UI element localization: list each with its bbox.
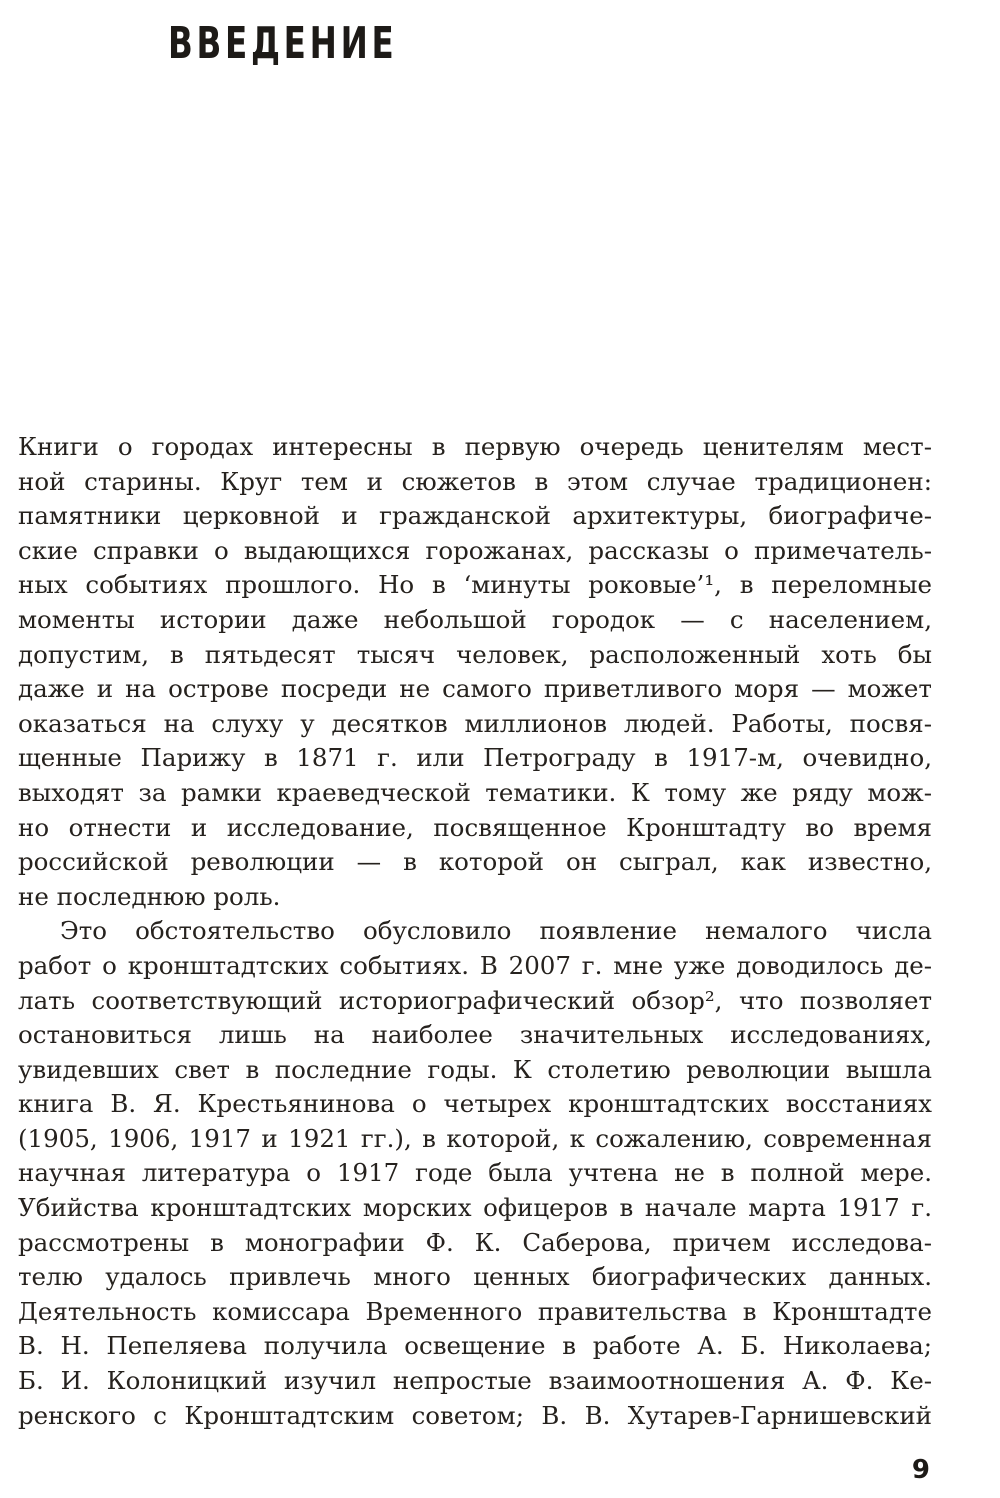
- paragraph-1: [18, 430, 932, 914]
- text-line: допустим, в пятьдесят тысяч человек, расположенный хоть бы: [18, 639, 932, 669]
- paragraph-2: [18, 914, 932, 1433]
- text-line: Это обстоятельство обусловило появление немалого числа: [60, 916, 932, 946]
- text-line: даже и на острове посреди не самого приветливого моря — может: [18, 674, 932, 704]
- text-line: увидевших свет в последние годы. К столетию революции вышла: [18, 1054, 932, 1084]
- chapter-title: ВВЕДЕНИЕ: [168, 18, 398, 69]
- text-line: остановиться лишь на наиболее значительных исследованиях,: [18, 1020, 932, 1050]
- text-line: В. Н. Пепеляева получила освещение в работе А. Б. Николаева;: [18, 1331, 932, 1361]
- page-number: 9: [911, 1455, 930, 1485]
- text-line: памятники церковной и гражданской архитектуры, биографиче-: [18, 501, 932, 531]
- text-line: не последнюю роль.: [18, 881, 281, 911]
- text-line: моменты истории даже небольшой городок — с населением,: [18, 604, 932, 634]
- text-line: (1905, 1906, 1917 и 1921 гг.), в которой, к сожалению, современная: [18, 1123, 932, 1153]
- text-line: щенные Парижу в 1871 г. или Петрограду в 1917-м, очевидно,: [18, 743, 932, 773]
- text-line: Деятельность комиссара Временного правительства в Кронштадте: [18, 1296, 932, 1326]
- text-line: телю удалось привлечь много ценных биографических данных.: [18, 1262, 932, 1292]
- text-line: оказаться на слуху у десятков миллионов людей. Работы, посвя-: [18, 708, 932, 738]
- text-line: ной старины. Круг тем и сюжетов в этом случае традиционен:: [18, 466, 932, 496]
- text-line: рассмотрены в монографии Ф. К. Саберова, причем исследова-: [18, 1227, 932, 1257]
- text-line: но отнести и исследование, посвященное Кронштадту во время: [18, 812, 932, 842]
- text-line: выходят за рамки краеведческой тематики. К тому же ряду мож-: [18, 777, 932, 807]
- text-line: Убийства кронштадтских морских офицеров в начале марта 1917 г.: [18, 1193, 932, 1223]
- text-line: лать соответствующий историографический обзор², что позволяет: [18, 985, 932, 1015]
- text-line: работ о кронштадтских событиях. В 2007 г. мне уже доводилось де-: [18, 950, 932, 980]
- text-line: книга В. Я. Крестьянинова о четырех кронштадтских восстаниях: [18, 1089, 932, 1119]
- text-line: Книги о городах интересны в первую очередь ценителям мест-: [18, 432, 932, 461]
- text-line: ренского с Кронштадтским советом; В. В. Хутарев-Гарнишевский: [18, 1400, 932, 1430]
- text-line: ские справки о выдающихся горожанах, рассказы о примечатель-: [18, 535, 932, 565]
- text-line: Б. И. Колоницкий изучил непростые взаимоотношения А. Ф. Ке-: [18, 1366, 932, 1396]
- body-text: [18, 430, 932, 1433]
- text-line: научная литература о 1917 годе была учтена не в полной мере.: [18, 1158, 932, 1188]
- text-line: российской революции — в которой он сыграл, как известно,: [18, 847, 932, 877]
- text-line: ных событиях прошлого. Но в ‘минуты роковые’¹, в переломные: [18, 570, 932, 600]
